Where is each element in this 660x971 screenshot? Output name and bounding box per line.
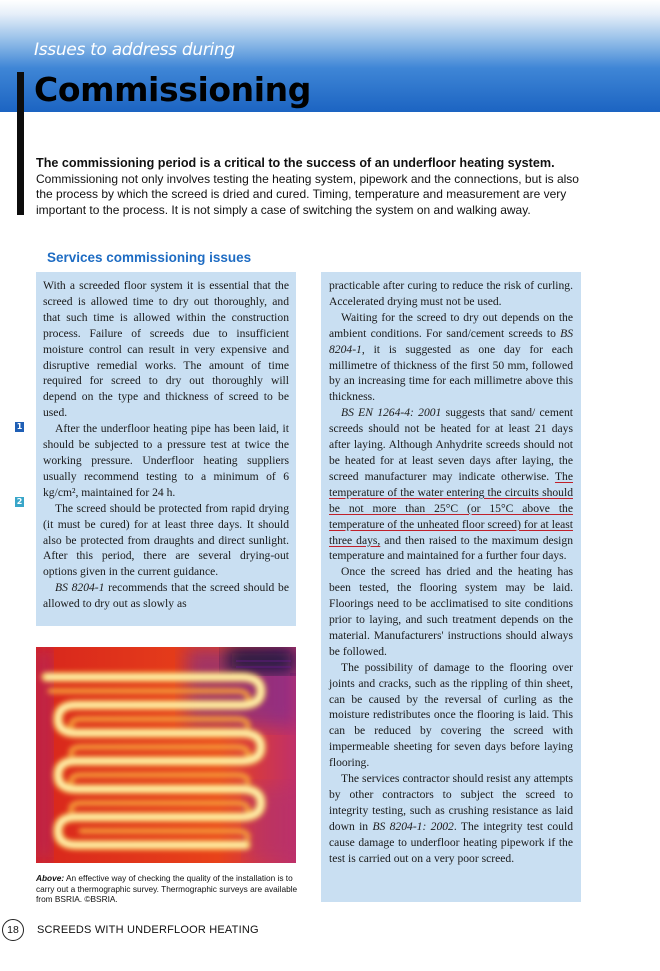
caption-lead: Above: — [36, 873, 65, 883]
right-paragraph-5: The possibility of damage to the flooring over joints and cracks, such as the rippling of thin sheet, can be caused by the reversal of curling as the moisture redistributes once the flooring is laid. This can be reduced by covering the screed with impermeable sheeting for seven days before laying flooring. — [329, 660, 573, 770]
intro-body: Commissioning not only involves testing the heating system, pipework and the connections, but is also the process by which the screed is dried and cured. Timing, temperature and measurement are very important to the process. It is not simply a case of switching the system on and walking away. — [36, 171, 579, 217]
thermographic-image — [36, 647, 296, 863]
figure-caption — [36, 873, 298, 905]
left-column — [36, 272, 296, 626]
thermographic-image-graphic — [36, 647, 296, 863]
right-paragraph-6 — [329, 771, 573, 866]
right-paragraph-4: Once the screed has dried and the heating has been tested, the flooring system may be laid. Floorings need to be acclimatised to site conditions prior to laying, and such treatment depends on the material. Manufacturers' instructions should always be followed. — [329, 565, 573, 658]
standard-reference: BS 8204-1: 2002 — [372, 819, 454, 833]
left-paragraph-1: With a screeded floor system it is essential that the screed is allowed time to dry out thoroughly, and that such time is allowed within the construction process. Failure of screeds due to insufficient moisture control can result in very expensive and disruptive remedial works. The amount of time required for screed to dry out thoroughly will depend on the type and thickness of screed to be used. — [43, 279, 289, 420]
left-paragraph-2: After the underfloor heating pipe has been laid, it should be subjected to a pressure test at twice the working pressure. Underfloor heating suppliers usually recommend testing to a minimum of 6 kg/cm², maintained for 24 h. — [43, 422, 289, 499]
page-title: Commissioning — [34, 70, 311, 109]
left-paragraph-3: The screed should be protected from rapid drying (it must be cured) for at least three days. It should also be protected from draughts and direct sunlight. After this period, there are several drying-out options given in the current guidance. — [43, 501, 289, 579]
right-paragraph-2-text-a: Waiting for the screed to dry out depends on the ambient conditions. For sand/cement screeds to — [329, 310, 573, 340]
intro-lead: The commissioning period is a critical to the success of an underfloor heating system. — [36, 156, 555, 170]
page-number: 18 — [2, 919, 24, 941]
right-paragraph-6-text-b: . The integrity test could cause damage to underfloor heating pipework if the test is carried out on a very poor screed. — [329, 819, 574, 865]
margin-marker-2: 2 — [16, 497, 23, 506]
left-paragraph-4 — [43, 580, 289, 612]
section-heading: Services commissioning issues — [47, 250, 252, 265]
right-paragraph-2 — [329, 310, 573, 405]
left-paragraph-4-text: recommends that the screed should be allowed to dry out as slowly as — [43, 581, 290, 611]
right-column — [321, 272, 581, 902]
right-paragraph-6-text-a: The services contractor should resist any attempts by other contractors to subject the screed to integrity testing, such as crushing resistance as laid down in — [329, 772, 573, 833]
margin-marker-1: 1 — [16, 422, 23, 431]
caption-text: An effective way of checking the quality of the installation is to carry out a thermographic survey. Thermographic surveys are available from BSRIA. ©BSRIA. — [36, 873, 298, 904]
intro-paragraph — [36, 156, 596, 218]
running-footer-title: SCREEDS WITH UNDERFLOOR HEATING — [37, 924, 259, 936]
right-paragraph-3 — [329, 405, 573, 564]
right-paragraph-3-text-a: suggests that sand/ cement screeds should not be heated for at least 21 days after laying. Although Anhydrite screeds should not be heated for at least seven days after laying, the screed manufacturer may indicate otherwise. — [329, 406, 573, 483]
standard-reference: BS EN 1264-4: 2001 — [341, 406, 442, 420]
highlighted-requirement: The temperature of the water entering the circuits should be not more than 25°C (or 15°C above the temperature of the unheated floor screed) for at least three days, — [329, 469, 573, 547]
title-accent-bar — [17, 72, 24, 215]
section-kicker: Issues to address during — [34, 40, 235, 60]
standard-reference: BS 8204-1 — [55, 581, 105, 595]
standard-reference: BS 8204-1 — [329, 326, 573, 356]
right-paragraph-3-text-b: and then raised to the maximum design temperature and maintained for a further four days. — [329, 533, 573, 563]
right-paragraph-1: practicable after curing to reduce the risk of curling. Accelerated drying must not be used. — [329, 279, 573, 308]
right-paragraph-2-text-b: , it is suggested as one day for each millimetre of thickness of the first 50 mm, followed by an increasing time for each millimetre above this thickness. — [329, 342, 573, 404]
